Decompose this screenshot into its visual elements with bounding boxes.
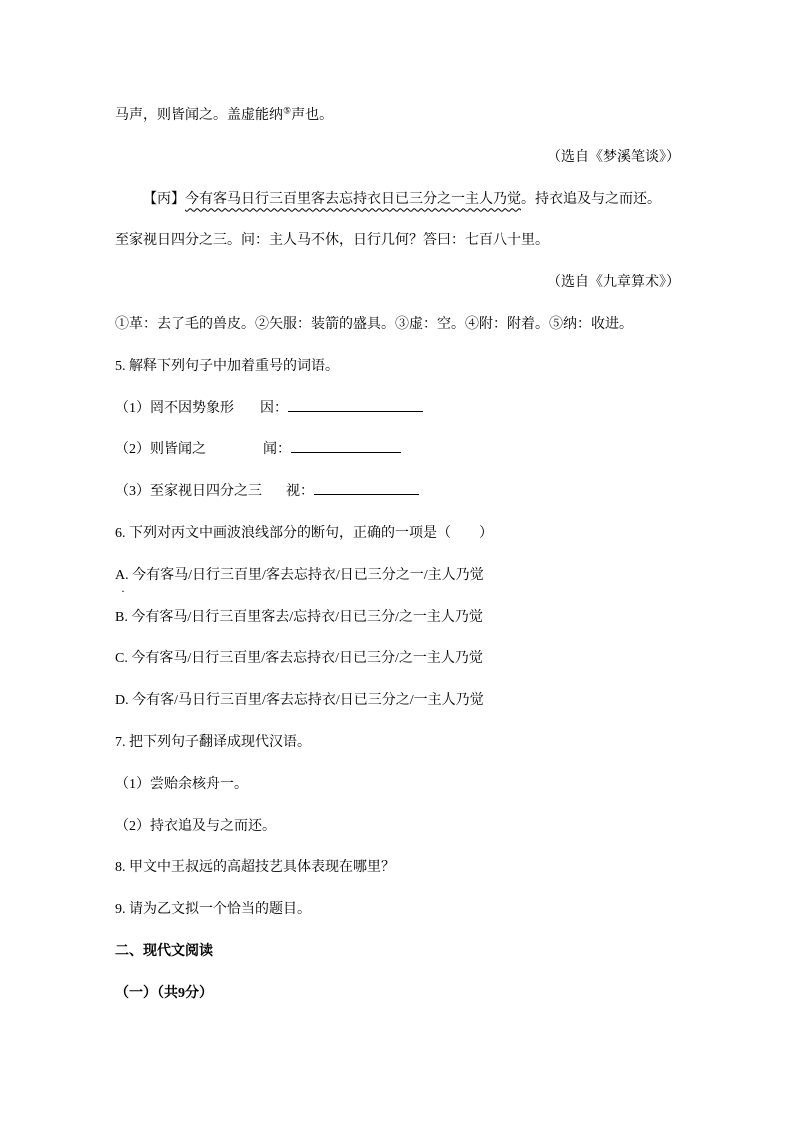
- question-9-stem: 9. 请为乙文拟一个恰当的题目。: [115, 902, 311, 918]
- question-5-stem: 5. 解释下列句子中加着重号的词语。: [115, 358, 339, 374]
- section-2-subheading: （一）（共9分）: [115, 985, 213, 1001]
- question-7-item-1: （1）尝贻余核舟一。: [115, 776, 248, 792]
- question-5-item-1: [115, 388, 680, 430]
- source-citation-jiuzhang: （选自《九章算术》）: [547, 275, 680, 291]
- q5-item-3-sentence: （3）至家视日四分之三: [115, 484, 262, 500]
- q5-item-1-word: 因：: [260, 400, 288, 416]
- answer-blank-line: [314, 482, 419, 495]
- source-citation-mengxi: （选自《梦溪笔谈》）: [547, 149, 680, 165]
- option-c-label: C.: [115, 651, 132, 667]
- bing-passage-line2: 至家视日四分之三。问：主人马不休，日行几何？答曰：七百八十里。: [115, 233, 549, 249]
- jia-text-end: 声也。: [291, 108, 334, 123]
- answer-blank-line: [291, 440, 401, 453]
- jia-passage-last-line: [115, 95, 680, 137]
- question-7-stem: 7. 把下列句子翻译成现代汉语。: [115, 734, 311, 750]
- option-a-text: 今有客马/日行三百里/客去忘持衣/日已三分之一/主人乃觉: [132, 567, 484, 583]
- note-reference-5: ⑤: [283, 105, 292, 116]
- q5-item-2-sentence: （2）则皆闻之: [115, 442, 206, 458]
- emphasis-dot: ·: [121, 583, 125, 598]
- question-6-option-b: [115, 597, 680, 639]
- bing-wavy-underlined-text: 今有客马日行三百里客去忘持衣日已三分之一主人乃觉: [185, 191, 521, 207]
- bing-text-tail: 。持衣追及与之而还。: [521, 191, 661, 207]
- option-b-label: B.: [115, 609, 132, 625]
- question-6-option-a: [115, 555, 680, 597]
- option-a-label: A.: [115, 567, 133, 583]
- question-6-option-d: [115, 680, 680, 722]
- option-d-label: D.: [115, 693, 133, 709]
- answer-blank-line: [288, 398, 423, 411]
- q5-item-1-sentence: （1）罔不因势象形: [115, 400, 234, 416]
- option-b-text: 今有客马/日行三百里客去/忘持衣/日已三分/之一主人乃觉: [131, 609, 483, 625]
- jia-text: 马声，则皆闻之。盖虚能纳: [115, 108, 283, 123]
- q5-item-2-word: 闻：: [263, 442, 291, 458]
- bing-passage-line1: [115, 179, 680, 221]
- bing-label: 【丙】: [143, 191, 185, 207]
- question-6-stem: 6. 下列对丙文中画波浪线部分的断句，正确的一项是（ ）: [115, 525, 493, 541]
- q5-item-3-word: 视：: [286, 484, 314, 500]
- question-7-item-2: （2）持衣追及与之而还。: [115, 818, 276, 834]
- section-2-heading: 二、现代文阅读: [115, 943, 213, 959]
- option-d-text: 今有客/马日行三百里/客去忘持衣/日已三分之/一主人乃觉: [132, 693, 484, 709]
- footnotes-line: ①革：去了毛的兽皮。②矢服：装箭的盛具。③虚：空。④附：附着。⑤纳：收进。: [115, 316, 633, 332]
- option-c-text: 今有客马/日行三百里/客去忘持衣/日已三分/之一主人乃觉: [131, 651, 483, 667]
- question-6-option-c: [115, 638, 680, 680]
- question-5-item-2: [115, 429, 680, 471]
- question-8-stem: 8. 甲文中王叔远的高超技艺具体表现在哪里？: [115, 860, 395, 876]
- question-5-item-3: [115, 471, 680, 513]
